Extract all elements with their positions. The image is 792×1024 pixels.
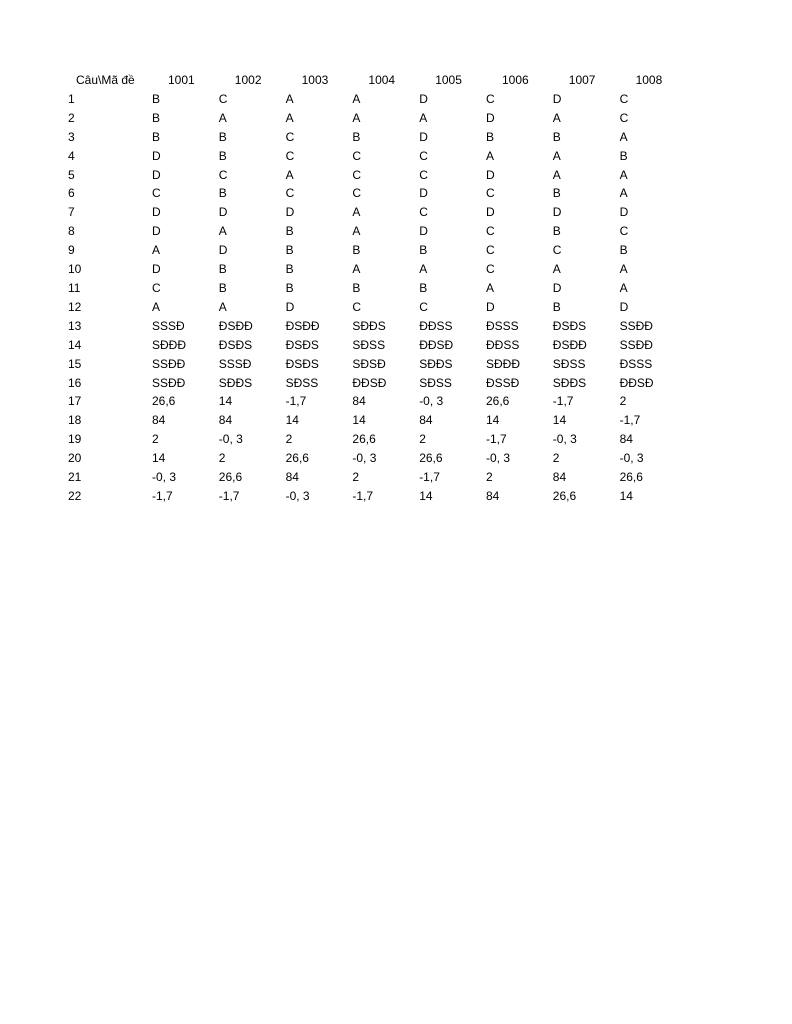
answer-cell: SĐĐĐ	[152, 337, 187, 352]
answer-cell: SĐSS	[419, 375, 452, 390]
answer-cell: -0, 3	[218, 432, 243, 447]
answer-cell: -1,7	[619, 413, 641, 428]
answer-cell: 2	[218, 451, 226, 466]
answer-cell: 84	[285, 470, 299, 485]
question-number: 1	[68, 91, 75, 106]
answer-cell: -0, 3	[619, 451, 644, 466]
answer-cell: SSĐĐ	[152, 356, 186, 371]
answer-cell: B	[352, 129, 361, 144]
table-row	[68, 430, 686, 449]
corner-label: Câu\Mã đề	[76, 73, 135, 87]
answer-cell: C	[352, 299, 362, 314]
answer-cell: 84	[152, 413, 166, 428]
question-number: 20	[68, 451, 82, 466]
question-number: 11	[68, 280, 81, 295]
answer-cell: D	[218, 243, 228, 258]
answer-cell: D	[419, 129, 428, 144]
question-number: 9	[68, 243, 75, 258]
question-number: 17	[68, 394, 82, 409]
answer-cell: B	[352, 280, 361, 295]
table-row	[68, 279, 686, 298]
table-row	[68, 203, 686, 222]
answer-cell: ĐSSĐ	[485, 375, 520, 390]
answer-cell: C	[485, 186, 495, 201]
answer-cell: SĐSS	[285, 375, 319, 390]
answer-cell: -1,7	[285, 394, 307, 409]
answer-cell: B	[619, 148, 628, 163]
answer-cell: B	[552, 186, 561, 201]
answer-cell: D	[285, 299, 295, 314]
exam-code-header: 1007	[568, 73, 596, 87]
exam-code-header: 1002	[234, 73, 262, 87]
answer-cell: C	[352, 148, 362, 163]
answer-cell: 84	[485, 488, 500, 503]
answer-cell: A	[419, 262, 428, 277]
answer-cell: -1,7	[218, 488, 240, 503]
answer-cell: 26,6	[419, 451, 443, 466]
table-row	[68, 336, 686, 355]
answer-cell: D	[485, 299, 495, 314]
answer-cell: A	[152, 299, 161, 314]
table-row	[68, 487, 686, 506]
table-row	[68, 392, 686, 411]
answer-cell: A	[285, 91, 294, 106]
answer-cell: C	[218, 167, 228, 182]
question-number: 8	[68, 224, 75, 239]
answer-cell: ĐSĐS	[218, 337, 253, 352]
answer-cell: SSSĐ	[152, 318, 185, 333]
question-number: 13	[68, 318, 82, 333]
answer-cell: SSĐĐ	[152, 375, 186, 390]
answer-cell: C	[485, 262, 495, 277]
answer-cell: B	[152, 91, 161, 106]
question-number: 2	[68, 110, 75, 125]
answer-cell: -0, 3	[285, 488, 310, 503]
answer-cell: ĐĐSĐ	[352, 375, 387, 390]
answer-cell: -0, 3	[419, 394, 444, 409]
answer-cell: B	[485, 129, 494, 144]
answer-cell: 14	[218, 394, 233, 409]
answer-cell: B	[285, 262, 294, 277]
answer-cell: SĐĐS	[419, 356, 453, 371]
exam-code-header: 1008	[635, 73, 663, 87]
answer-cell: 2	[485, 470, 493, 485]
answer-cell: 14	[152, 451, 166, 466]
answer-cell: A	[619, 129, 628, 144]
answer-cell: 84	[552, 470, 567, 485]
answer-cell: B	[552, 129, 561, 144]
question-number: 4	[68, 148, 75, 163]
answer-cell: B	[218, 280, 227, 295]
answer-cell: C	[352, 186, 362, 201]
table-row	[68, 298, 686, 317]
answer-cell: C	[619, 110, 629, 125]
answer-cell: D	[419, 186, 428, 201]
exam-code-header: 1005	[435, 73, 462, 87]
answer-cell: C	[419, 299, 428, 314]
answer-cell: 26,6	[619, 470, 643, 485]
answer-cell: A	[619, 186, 628, 201]
answer-cell: SĐĐĐ	[485, 356, 520, 371]
answer-cell: A	[218, 224, 227, 239]
answer-cell: A	[485, 280, 494, 295]
answer-cell: -0, 3	[552, 432, 577, 447]
question-number: 18	[68, 413, 82, 428]
table-row	[68, 128, 686, 147]
answer-cell: B	[285, 280, 294, 295]
answer-cell: ĐĐSĐ	[619, 375, 654, 390]
answer-cell: SĐSS	[352, 337, 386, 352]
answer-cell: SĐSS	[552, 356, 586, 371]
answer-cell: SSĐĐ	[619, 318, 653, 333]
answer-cell: B	[218, 186, 227, 201]
answer-cell: C	[619, 91, 629, 106]
answer-cell: ĐSĐĐ	[218, 318, 253, 333]
answer-cell: A	[352, 91, 361, 106]
answer-cell: 2	[619, 394, 627, 409]
answer-key-table	[68, 71, 686, 506]
answer-cell: 14	[619, 488, 633, 503]
question-number: 6	[68, 186, 75, 201]
answer-cell: A	[285, 110, 294, 125]
answer-cell: A	[419, 110, 428, 125]
answer-cell: D	[218, 205, 228, 220]
answer-cell: ĐSĐĐ	[552, 337, 587, 352]
answer-cell: D	[285, 205, 295, 220]
answer-cell: A	[619, 280, 628, 295]
table-header	[68, 71, 686, 90]
answer-cell: D	[485, 205, 495, 220]
answer-cell: 14	[352, 413, 366, 428]
answer-cell: B	[619, 243, 628, 258]
answer-cell: A	[552, 110, 561, 125]
answer-cell: D	[152, 148, 161, 163]
answer-cell: A	[218, 299, 227, 314]
question-number: 5	[68, 167, 75, 182]
answer-cell: D	[485, 167, 495, 182]
answer-cell: ĐSSS	[485, 318, 519, 333]
answer-cell: ĐĐSS	[485, 337, 520, 352]
answer-cell: A	[352, 262, 361, 277]
answer-cell: 84	[218, 413, 233, 428]
answer-cell: SĐSĐ	[352, 356, 386, 371]
answer-cell: D	[152, 224, 161, 239]
answer-cell: C	[152, 186, 161, 201]
answer-cell: C	[619, 224, 629, 239]
question-number: 19	[68, 432, 82, 447]
answer-cell: ĐSSS	[619, 356, 653, 371]
answer-cell: C	[485, 243, 495, 258]
question-number: 22	[68, 488, 82, 503]
table-row	[68, 374, 686, 393]
answer-cell: B	[218, 129, 227, 144]
table-row	[68, 449, 686, 468]
answer-cell: C	[485, 224, 495, 239]
answer-cell: D	[419, 91, 428, 106]
answer-cell: D	[485, 110, 495, 125]
answer-cell: C	[352, 167, 362, 182]
answer-cell: 2	[285, 432, 293, 447]
answer-cell: D	[152, 262, 161, 277]
answer-cell: 14	[285, 413, 299, 428]
answer-cell: -0, 3	[352, 451, 377, 466]
answer-cell: A	[552, 167, 561, 182]
question-number: 12	[68, 299, 82, 314]
answer-cell: 2	[419, 432, 426, 447]
question-number: 10	[68, 262, 82, 277]
answer-cell: A	[552, 262, 561, 277]
answer-cell: 14	[552, 413, 567, 428]
answer-cell: 84	[419, 413, 433, 428]
answer-cell: 26,6	[352, 432, 376, 447]
answer-cell: A	[552, 148, 561, 163]
answer-cell: -1,7	[152, 488, 173, 503]
answer-cell: A	[352, 110, 361, 125]
table-row	[68, 147, 686, 166]
table-body	[68, 90, 686, 506]
answer-cell: A	[152, 243, 161, 258]
table-row	[68, 260, 686, 279]
answer-cell: C	[419, 148, 428, 163]
answer-cell: 2	[552, 451, 560, 466]
answer-cell: C	[419, 205, 428, 220]
answer-cell: A	[485, 148, 494, 163]
answer-cell: C	[285, 129, 295, 144]
answer-cell: 14	[419, 488, 433, 503]
question-number: 21	[68, 470, 82, 485]
answer-cell: ĐSĐS	[552, 318, 587, 333]
answer-cell: B	[552, 224, 561, 239]
answer-cell: D	[419, 224, 428, 239]
header-row	[68, 71, 686, 90]
answer-cell: 14	[485, 413, 500, 428]
exam-code-header: 1006	[501, 73, 529, 87]
exam-code-header: 1004	[368, 73, 396, 87]
answer-cell: ĐĐSĐ	[419, 337, 454, 352]
answer-cell: D	[552, 91, 562, 106]
answer-cell: -1,7	[485, 432, 507, 447]
answer-cell: C	[152, 280, 161, 295]
answer-cell: ĐSĐS	[285, 356, 319, 371]
answer-cell: 26,6	[152, 394, 176, 409]
answer-cell: D	[619, 299, 629, 314]
table-row	[68, 411, 686, 430]
answer-cell: D	[619, 205, 629, 220]
answer-cell: B	[285, 243, 294, 258]
table-row	[68, 109, 686, 128]
answer-cell: D	[152, 167, 161, 182]
answer-cell: 26,6	[285, 451, 309, 466]
answer-cell: B	[419, 243, 428, 258]
answer-cell: 84	[352, 394, 366, 409]
answer-cell: C	[485, 91, 495, 106]
answer-cell: C	[285, 186, 295, 201]
answer-cell: B	[152, 110, 161, 125]
table-row	[68, 317, 686, 336]
answer-cell: A	[285, 167, 294, 182]
answer-cell: B	[552, 299, 561, 314]
answer-cell: SSSĐ	[218, 356, 252, 371]
answer-cell: -1,7	[552, 394, 574, 409]
answer-cell: SĐĐS	[552, 375, 587, 390]
answer-cell: A	[619, 167, 628, 182]
answer-cell: SSĐĐ	[619, 337, 653, 352]
answer-cell: A	[218, 110, 227, 125]
table-row	[68, 355, 686, 374]
answer-cell: B	[152, 129, 161, 144]
table-row	[68, 90, 686, 109]
table-row	[68, 241, 686, 260]
table-row	[68, 468, 686, 487]
answer-cell: D	[552, 280, 562, 295]
question-number: 16	[68, 375, 82, 390]
answer-cell: B	[218, 148, 227, 163]
answer-cell: -0, 3	[152, 470, 177, 485]
answer-cell: C	[552, 243, 562, 258]
answer-cell: 26,6	[485, 394, 510, 409]
answer-cell: -0, 3	[485, 451, 510, 466]
answer-cell: ĐSĐĐ	[285, 318, 320, 333]
answer-cell: B	[352, 243, 361, 258]
answer-cell: 2	[352, 470, 360, 485]
answer-cell: 2	[152, 432, 159, 447]
table-row	[68, 222, 686, 241]
answer-cell: C	[218, 91, 228, 106]
table-row	[68, 184, 686, 203]
answer-cell: -1,7	[352, 488, 374, 503]
answer-cell: A	[619, 262, 628, 277]
answer-cell: C	[285, 148, 295, 163]
exam-code-header: 1001	[168, 73, 195, 87]
answer-cell: D	[552, 205, 562, 220]
answer-cell: SĐĐS	[218, 375, 253, 390]
table-row	[68, 166, 686, 185]
question-number: 15	[68, 356, 82, 371]
exam-code-header: 1003	[301, 73, 329, 87]
answer-sheet	[68, 71, 748, 506]
answer-cell: -1,7	[419, 470, 440, 485]
question-number: 7	[68, 205, 75, 220]
answer-cell: A	[352, 205, 361, 220]
answer-cell: B	[285, 224, 294, 239]
answer-cell: B	[419, 280, 428, 295]
answer-cell: 26,6	[552, 488, 577, 503]
question-number: 3	[68, 129, 75, 144]
answer-cell: 26,6	[218, 470, 243, 485]
answer-cell: SĐĐS	[352, 318, 386, 333]
answer-cell: 84	[619, 432, 633, 447]
answer-cell: ĐĐSS	[419, 318, 453, 333]
answer-cell: B	[218, 262, 227, 277]
question-number: 14	[68, 337, 82, 352]
answer-cell: A	[352, 224, 361, 239]
answer-cell: D	[152, 205, 161, 220]
answer-cell: C	[419, 167, 428, 182]
answer-cell: ĐSĐS	[285, 337, 319, 352]
